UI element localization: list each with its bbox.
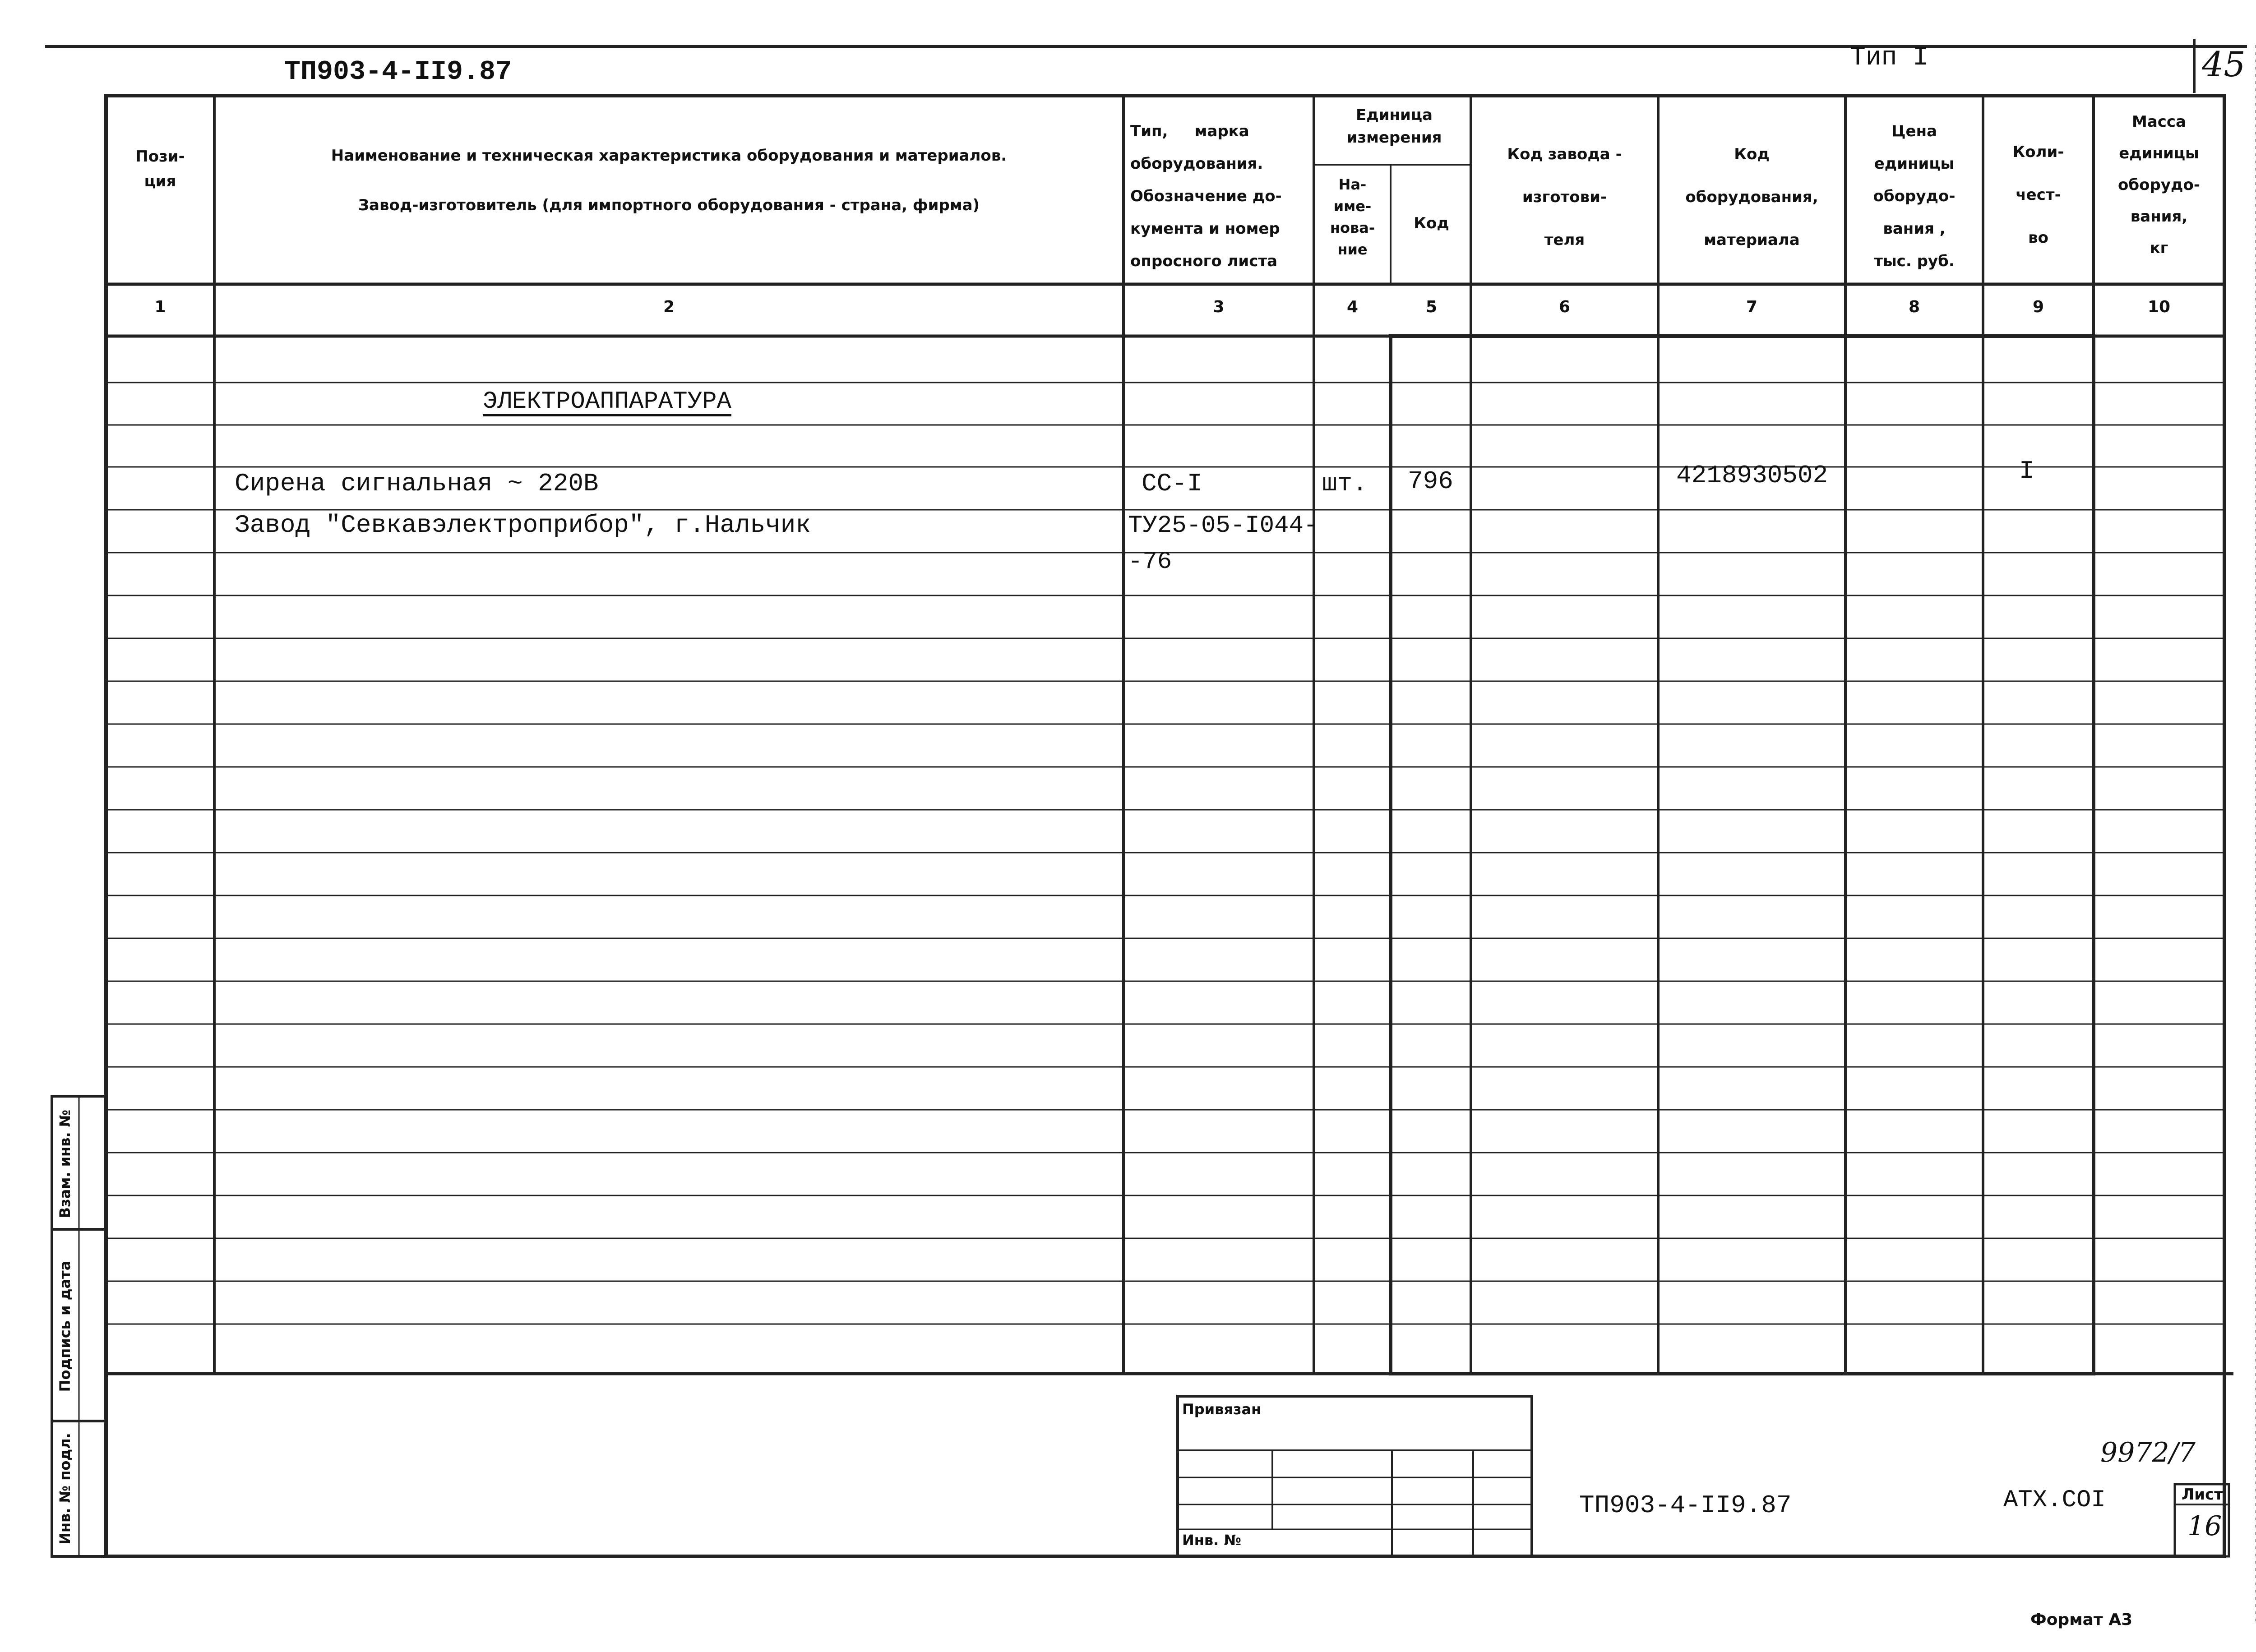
col-number-8: 8 [1908, 298, 1920, 316]
section-title: ЭЛЕКТРОАППАРАТУРА [483, 388, 731, 415]
col3-header: Тип, марка оборудования. Обозначение до- кумента и номер опросного листа [1130, 122, 1282, 270]
side-label-sign-date: Подпись и дата [56, 1260, 74, 1392]
col-number-7: 7 [1746, 298, 1758, 316]
type-label: Тип I [1850, 43, 1929, 73]
item-quantity: I [2019, 457, 2034, 485]
side-label-inv-no: Инв. № подл. [56, 1433, 74, 1545]
stamp-attached-label: Привязан [1182, 1401, 1262, 1418]
doc-code-top: ТП903-4-II9.87 [284, 57, 512, 88]
col-number-2: 2 [663, 298, 675, 316]
col7-header: Код оборудования, материала [1685, 145, 1818, 249]
col2-header-line1: Наименование и техническая характеристика оборудования и материалов. [331, 147, 1007, 165]
stamp-doc-code: ТП903-4-II9.87 [1579, 1491, 1792, 1520]
page-number-handwritten: 45 [2202, 44, 2246, 84]
col-number-1: 1 [154, 298, 166, 316]
item-name-line1: Сирена сигнальная ~ 220В [235, 469, 599, 498]
stamp-inv-label: Инв. № [1182, 1532, 1241, 1549]
col6-header: Код завода - изготови- теля [1507, 145, 1622, 249]
unit-group-header: Единица измерения [1346, 106, 1442, 147]
item-name-line2: Завод "Севкавэлектроприбор", г.Нальчик [235, 511, 811, 540]
item-doc-line1: ТУ25-05-I044- [1128, 512, 1318, 540]
stamp-drawing-code: АТХ.СОI [2003, 1486, 2106, 1514]
col-number-9: 9 [2032, 298, 2044, 316]
stamp-sheet-number: 16 [2187, 1510, 2222, 1542]
col5-header: Код [1414, 214, 1449, 232]
col9-header: Коли- чест- во [2012, 143, 2064, 247]
col10-header: Масса единицы оборудо- вания, кг [2118, 113, 2200, 257]
col-number-6: 6 [1558, 298, 1571, 316]
col-number-4: 4 [1346, 298, 1359, 316]
stamp-sheet-label: Лист [2182, 1486, 2223, 1504]
col-number-10: 10 [2147, 298, 2171, 316]
stamp-handwritten-number: 9972/7 [2100, 1437, 2196, 1468]
col-number-5: 5 [1425, 298, 1438, 316]
item-doc-line2: -76 [1128, 548, 1172, 576]
item-equipment-code: 4218930502 [1676, 461, 1828, 490]
item-unit-name: шт. [1322, 469, 1368, 498]
item-type-mark: СС-I [1142, 469, 1202, 498]
format-label: Формат А3 [2030, 1610, 2133, 1629]
side-label-vzam-inv: Взам. инв. № [56, 1109, 74, 1218]
col4-header: На- име- нова- ние [1330, 176, 1375, 258]
item-unit-code: 796 [1408, 467, 1453, 496]
col-number-3: 3 [1213, 298, 1225, 316]
col2-header-line2: Завод-изготовитель (для импортного оборудования - страна, фирма) [358, 196, 980, 214]
col1-header: Пози- ция [135, 148, 185, 190]
col8-header: Цена единицы оборудо- вания , тыс. руб. [1873, 122, 1956, 270]
